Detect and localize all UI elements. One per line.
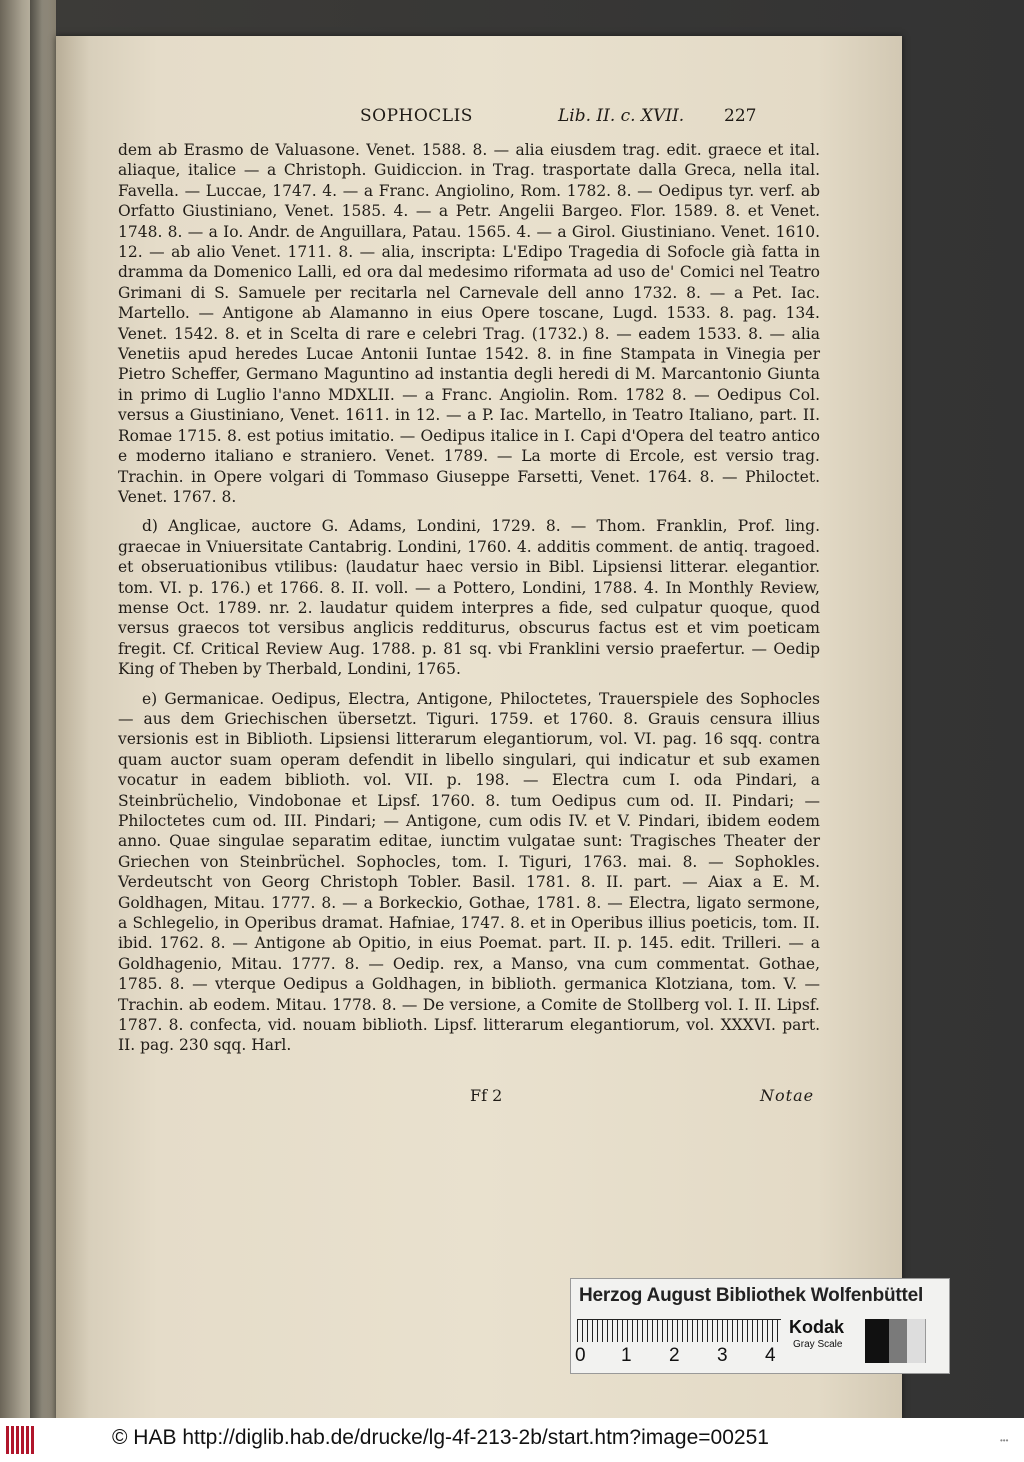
swatch-black — [865, 1319, 889, 1363]
kodak-logo: Kodak — [789, 1317, 845, 1337]
paragraph-italian: dem ab Erasmo de Valuasone. Venet. 1588. 8. — alia eiusdem trag. edit. graece et ital. aliaque, italice — a Christoph. Guidiccion. in Trag. trasportate dalla Greca, nella ital. Favella. — Luccae, 1747. 4. — a Franc. Angiolino, Rom. 1782. 8. — Oedipus tyr. verf. ab Orfatto Giustiniano, Venet. 1585. 4. — a Petr. Angelii Bargeo. Flor. 1589. 8. et Venet. 1748. 8. — a Io. Andr. de Anguillara, Patau. 1565. 4. — a Girol. Giustiniano. Venet. 1610. 12. — ab alio Venet. 1711. 8. — alia, inscripta: L'Edipo Tragedia di Sofocle già fatta in dramma da Domenico Lalli, ed ora dal medesimo riformata ad uso de' Comici nel Teatro Grimani di S. Samuele per recitarla nel Carnevale dell anno 1732. 8. — a Pet. Iac. Martello. — Antigone ab Alamanno in eius Opere toscane, Lugd. 1533. 8. pag. 134. Venet. 1542. 8. et in Scelta di rare e celebri Trag. (1732.) 8. — eadem 1533. 8. — alia Venetiis apud heredes Lucae Antonii Iuntae 1542. 8. in fine Stampata in Vinegia per Pietro Scheffer, Germano Maguntino ad instantia degli heredi di M. Marcantonio Giunta in primo di Luglio l'anno MDXLII. — a Franc. Angiolin. Rom. 1782 8. — Oedipus Col. versus a Giustiniano, Venet. 1611. in 12. — a P. Iac. Martello, in Teatro Italiano, part. II. Romae 1715. 8. est potius imitatio. — Oedipus italice in I. Capi d'Opera del teatro antico e moderno italiano e straniero. Venet. 1789. — La morte di Ercole, est versio trag. Trachin. in Opere volgari di Tommaso Giuseppe Farsetti, Venet. 1764. 8. — Philoctet. Venet. 1767. 8. — [118, 141, 820, 506]
swatch-white — [907, 1319, 926, 1363]
swatch-gray — [889, 1319, 907, 1363]
ruler-scale — [577, 1319, 781, 1342]
ruler-numbers — [575, 1345, 795, 1369]
catchword: Notae — [760, 1086, 815, 1105]
ruler-number: 4 — [765, 1345, 776, 1366]
viewer-footer-bar — [0, 1418, 1024, 1462]
ruler-number: 2 — [669, 1345, 680, 1366]
gray-scale-label: Gray Scale — [793, 1339, 843, 1350]
body-text — [118, 140, 820, 1065]
copyright-link[interactable]: © HAB http://diglib.hab.de/drucke/lg-4f-213-2b/start.htm?image=00251 — [112, 1426, 769, 1449]
ruler-number: 3 — [717, 1345, 728, 1366]
signature-mark: Ff 2 — [470, 1086, 503, 1105]
spine-shadow — [30, 0, 58, 1418]
running-head-title: SOPHOCLIS — [360, 106, 473, 126]
page-number: 227 — [724, 106, 757, 126]
paragraph-germanicae: e) Germanicae. Oedipus, Electra, Antigone, Philoctetes, Trauerspiele des Sophocles — aus dem Griechischen übersetzt. Tiguri. 1759. et 1760. 8. Grauis censura illius versionis est in Biblioth. Lipsiensi litterarum elegantiorum, vol. VI. pag. 16 sqq. contra quam auctor suam operam defendit in libello singulari, qui indicatur et sub examen vocatur in eadem biblioth. vol. VII. p. 198. — Electra cum I. oda Pindari, a Steinbrüchelio, Vindobonae et Lipsf. 1760. 8. tum Oedipus cum od. II. Pindari; — Philoctetes cum od. III. Pindari; — Antigone, cum odis IV. et V. Pindari, ibidem eodem anno. Quae singulae separatim editae, iunctim vulgatae sunt: Tragisches Theater der Griechen von Steinbrüchel. Sophocles, tom. I. Tiguri, 1763. mai. 8. — Sophokles. Verdeutscht von Georg Christoph Tobler. Basil. 1781. 8. II. part. — Aiax a E. M. Goldhagen, Mitau. 1777. 8. — a Borkeckio, Gothae, 1781. 8. — Electra, ligato sermone, a Schlegelio, in Operibus dramat. Hafniae, 1747. 8. et in Operibus illius poeticis, tom. II. ibid. 1762. 8. — Antigone ab Opitio, in eius Poemat. part. II. p. 145. edit. Trilleri. — a Goldhagenio, Mitau. 1777. 8. — Oedip. rex, a Manso, vna cum commentat. Gothae, 1785. 8. — vterque Oedipus a Goldhagen, in biblioth. germanica Klotziana, tom. V. — Trachin. ab eodem. Mitau. 1778. 8. — De versione, a Comite de Stollberg vol. I. II. Lipsf. 1787. 8. confecta, vid. nouam biblioth. Lipsf. litterarum elegantiorum, vol. XXXVI. part. II. pag. 230 sqq. Harl. — [118, 689, 820, 1055]
dots-icon: ••• — [1000, 1436, 1009, 1445]
ruler-number: 0 — [575, 1345, 586, 1366]
ruler-number: 1 — [621, 1345, 632, 1366]
hab-logo-icon — [6, 1426, 36, 1454]
running-head-chapter: Lib. II. c. XVII. — [558, 106, 685, 126]
paragraph-anglicae: d) Anglicae, auctore G. Adams, Londini, 1729. 8. — Thom. Franklin, Prof. ling. graecae in Vniuersitate Cantabrig. Londini, 1760. 4. additis comment. de antiq. tragoed. et obseruationibus vtilibus: (laudatur haec versio in Bibl. Lipsiensi litterar. elegantior. tom. VI. p. 176.) et 1766. 8. II. voll. — a Pottero, Londini, 1788. 4. In Monthly Review, mense Oct. 1789. nr. 2. laudatur quidem interpres a fide, sed culpatur quoque, quod versus graecos tot versibus anglicis redditurus, obscurus factus est et vim poeticam fregit. Cf. Critical Review Aug. 1788. p. 81 sq. vbi Franklini versio praefertur. — Oedip King of Theben by Therbald, Londini, 1765. — [118, 517, 820, 679]
color-calibration-card — [570, 1278, 950, 1374]
running-head — [360, 106, 820, 132]
library-name: Herzog August Bibliothek Wolfenbüttel — [579, 1285, 924, 1306]
